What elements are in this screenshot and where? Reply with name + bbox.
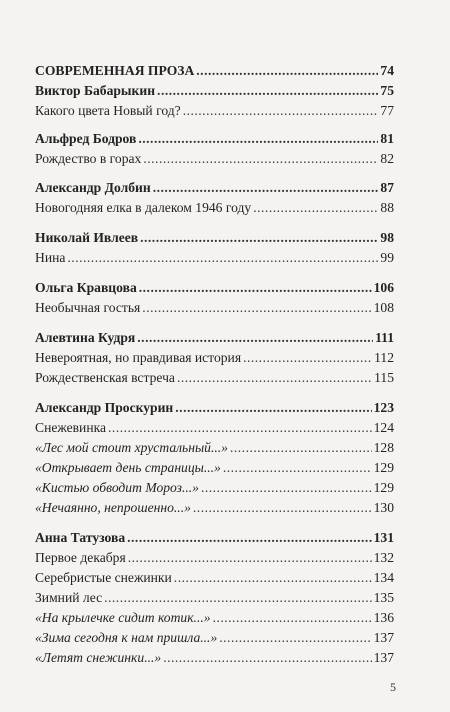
toc-entry-title: «Открывает день страницы...»	[35, 460, 221, 475]
dot-leader	[157, 81, 378, 101]
toc-entry-title: «Кистью обводит Мороз...»	[35, 480, 199, 495]
toc-entry-page: 99	[380, 250, 394, 265]
toc-entry-title: Александр Проскурин	[35, 400, 174, 415]
dot-leader	[183, 101, 379, 121]
toc-entry-title: Алевтина Кудря	[35, 330, 136, 345]
toc-entry-page: 137	[373, 630, 394, 645]
toc-entry-page: 108	[373, 300, 394, 315]
toc-entry-title: Анна Татузова	[35, 530, 126, 545]
toc-entry-page: 132	[373, 550, 394, 565]
toc-work-entry	[35, 198, 394, 218]
toc-work-entry	[35, 438, 394, 458]
toc-work-entry	[35, 498, 394, 518]
toc-work-entry	[35, 149, 394, 169]
toc-work-entry	[35, 568, 394, 588]
toc-entry-title: Рождественская встреча	[35, 370, 175, 385]
toc-work-entry	[35, 418, 394, 438]
dot-leader	[153, 178, 379, 198]
toc-entry-title: Ольга Кравцова	[35, 280, 137, 295]
dot-leader	[230, 438, 372, 458]
dot-leader	[108, 418, 372, 438]
toc-work-entry	[35, 368, 394, 388]
dot-leader	[67, 248, 378, 268]
toc-entry-page: 87	[380, 180, 394, 195]
dot-leader	[143, 149, 378, 169]
dot-leader	[127, 528, 371, 548]
toc-entry-title: Рождество в горах	[35, 151, 142, 166]
toc-author-entry	[35, 178, 394, 198]
toc-entry-title: Снежевинка	[35, 420, 107, 435]
toc-entry-page: 129	[373, 460, 394, 475]
toc-work-entry	[35, 628, 394, 648]
toc-entry-title: «Зима сегодня к нам пришла...»	[35, 630, 218, 645]
toc-author-entry	[35, 328, 394, 348]
toc-entry-title: Серебристые снежинки	[35, 570, 172, 585]
toc-entry-page: 112	[374, 350, 394, 365]
toc-entry-page: 115	[374, 370, 394, 385]
dot-leader	[138, 129, 378, 149]
toc-author-entry	[35, 129, 394, 149]
toc-entry-page: 130	[373, 500, 394, 515]
dot-leader	[223, 458, 372, 478]
toc-entry-page: 106	[373, 280, 394, 295]
toc-work-entry	[35, 248, 394, 268]
page-number: 5	[390, 680, 396, 694]
toc-entry-title: Какого цвета Новый год?	[35, 103, 181, 118]
toc-work-entry	[35, 458, 394, 478]
toc-work-entry	[35, 648, 394, 668]
toc-entry-page: 98	[380, 230, 394, 245]
toc-entry-page: 128	[373, 440, 394, 455]
toc-entry-title: «На крылечке сидит котик...»	[35, 610, 211, 625]
toc-entry-title: «Летят снежинки...»	[35, 650, 162, 665]
toc-work-entry	[35, 101, 394, 121]
toc-entry-page: 137	[373, 650, 394, 665]
toc-entry-title: СОВРЕМЕННАЯ ПРОЗА	[35, 63, 195, 78]
toc-entry-page: 124	[373, 420, 394, 435]
toc-entry-page: 111	[375, 330, 394, 345]
toc-author-entry	[35, 228, 394, 248]
dot-leader	[219, 628, 371, 648]
toc-entry-title: «Лес мой стоит хрустальный...»	[35, 440, 228, 455]
dot-leader	[163, 648, 371, 668]
dot-leader	[175, 398, 371, 418]
toc-author-entry	[35, 398, 394, 418]
toc-entry-page: 81	[380, 131, 394, 146]
dot-leader	[140, 228, 378, 248]
toc-entry-title: Александр Долбин	[35, 180, 151, 195]
toc-entry-title: Альфред Бодров	[35, 131, 137, 146]
toc-entry-page: 82	[380, 151, 394, 166]
toc-work-entry	[35, 298, 394, 318]
toc-entry-page: 88	[380, 200, 394, 215]
toc-entry-page: 136	[373, 610, 394, 625]
toc-author-entry	[35, 278, 394, 298]
toc-entry-title: Зимний лес	[35, 590, 103, 605]
toc-author-entry	[35, 81, 394, 101]
toc-work-entry	[35, 588, 394, 608]
toc-work-entry	[35, 548, 394, 568]
toc-entry-page: 129	[373, 480, 394, 495]
toc-entry-title: Новогодняя елка в далеком 1946 году	[35, 200, 252, 215]
dot-leader	[139, 278, 372, 298]
toc-entry-title: Необычная гостья	[35, 300, 141, 315]
dot-leader	[193, 498, 372, 518]
toc-entry-title: Николай Ивлеев	[35, 230, 139, 245]
toc-entry-page: 123	[373, 400, 394, 415]
dot-leader	[253, 198, 378, 218]
toc-work-entry	[35, 478, 394, 498]
dot-leader	[196, 61, 378, 81]
toc-entry-title: Нина	[35, 250, 66, 265]
dot-leader	[137, 328, 373, 348]
dot-leader	[174, 568, 372, 588]
toc-work-entry	[35, 608, 394, 628]
toc-entry-title: Невероятная, но правдивая история	[35, 350, 242, 365]
toc-entry-page: 134	[373, 570, 394, 585]
dot-leader	[201, 478, 372, 498]
toc-entry-page: 75	[380, 83, 394, 98]
toc-entry-title: «Нечаянно, непрошенно...»	[35, 500, 191, 515]
toc-entry-title: Виктор Бабарыкин	[35, 83, 156, 98]
toc-entry-title: Первое декабря	[35, 550, 126, 565]
dot-leader	[177, 368, 372, 388]
toc-entry-page: 131	[373, 530, 394, 545]
toc-section-heading	[35, 61, 394, 81]
dot-leader	[243, 348, 372, 368]
toc-work-entry	[35, 348, 394, 368]
dot-leader	[104, 588, 372, 608]
dot-leader	[128, 548, 372, 568]
dot-leader	[213, 608, 372, 628]
dot-leader	[142, 298, 371, 318]
toc-entry-page: 135	[373, 590, 394, 605]
toc-entry-page: 74	[380, 63, 394, 78]
toc-author-entry	[35, 528, 394, 548]
toc-entry-page: 77	[380, 103, 394, 118]
